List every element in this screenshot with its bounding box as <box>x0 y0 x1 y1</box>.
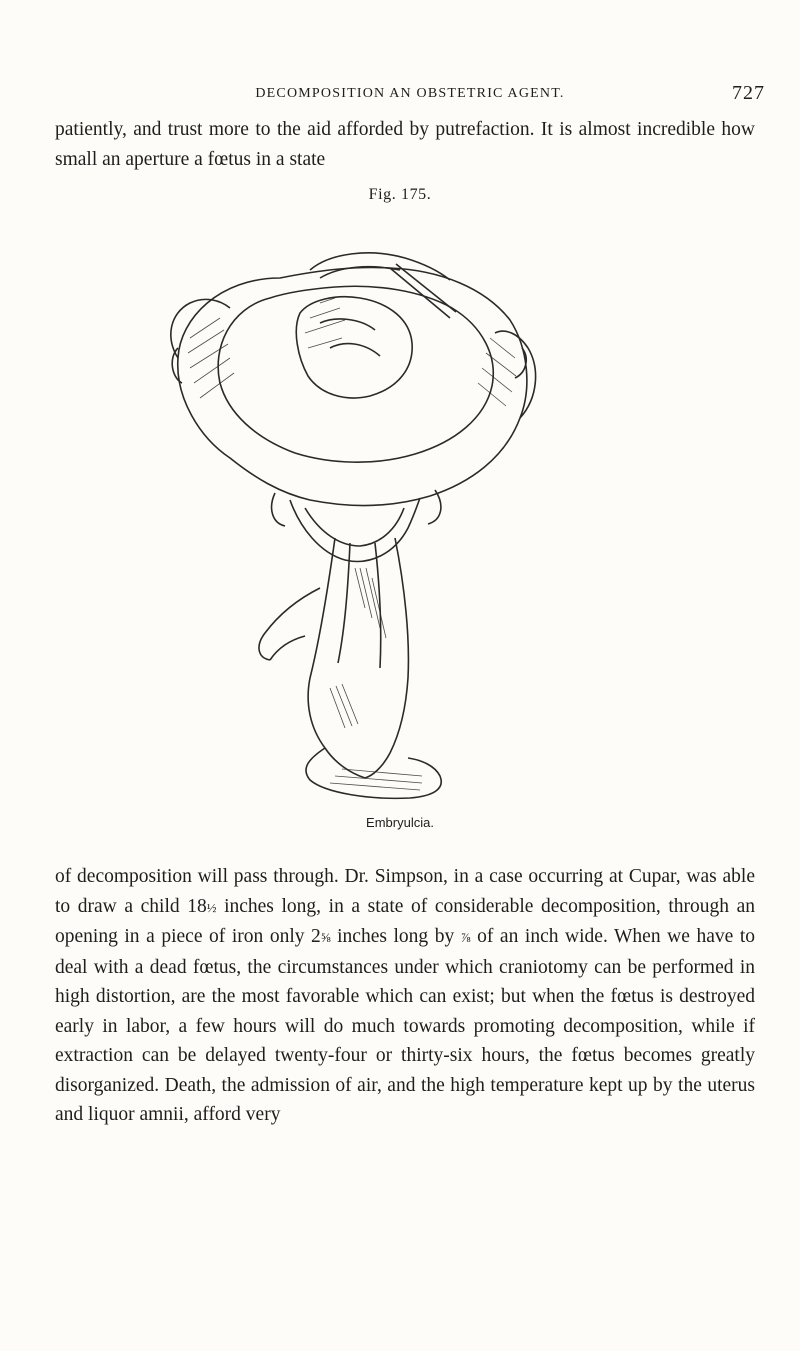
paragraph-bottom-text-4: of an inch wide. When we have to deal with a dead fœtus, the circumstances under which craniotomy can be performed in high distortion, are the most favorable which can exist; but when the fœtus is destroyed early in labor, a few hours will do much towards promoting decomposition, while if extraction can be delayed twenty-four or thirty-six hours, the fœtus becomes greatly disorganized. Death, the admission of air, and the high temperature kept up by the uterus and liquor amnii, afford very <box>55 926 756 1125</box>
fraction-five-eighths: ⅝ <box>320 930 331 945</box>
figure-caption: Embryulcia. <box>366 815 434 830</box>
paragraph-bottom-text-3: inches long by <box>330 926 461 947</box>
paragraph-bottom-text-1: of decomposition will pass through. Dr. Simpson, in a case occurring at Cupar, was able to draw a child 18 <box>55 866 755 917</box>
figure-label: Fig. 175. <box>368 186 432 203</box>
fraction-seven-eighths: ⅞ <box>460 930 471 945</box>
paragraph-top: patiently, and trust more to the aid afforded by putrefaction. It is almost incredible how small an aperture a fœtus in a state <box>55 119 755 170</box>
paragraph-bottom <box>55 862 755 1130</box>
fraction-one-half: ½ <box>206 899 217 915</box>
page-number: 727 <box>732 82 765 104</box>
hatching <box>188 298 516 790</box>
running-title: DECOMPOSITION AN OBSTETRIC AGENT. <box>255 86 565 101</box>
running-head <box>55 82 765 110</box>
paragraph-bottom-text-2: inches long, in a state of considerable decomposition, through an opening in a piece of iron only 2 <box>55 895 755 947</box>
embryulcia-illustration <box>160 208 540 810</box>
pelvis-drawing <box>171 253 536 798</box>
